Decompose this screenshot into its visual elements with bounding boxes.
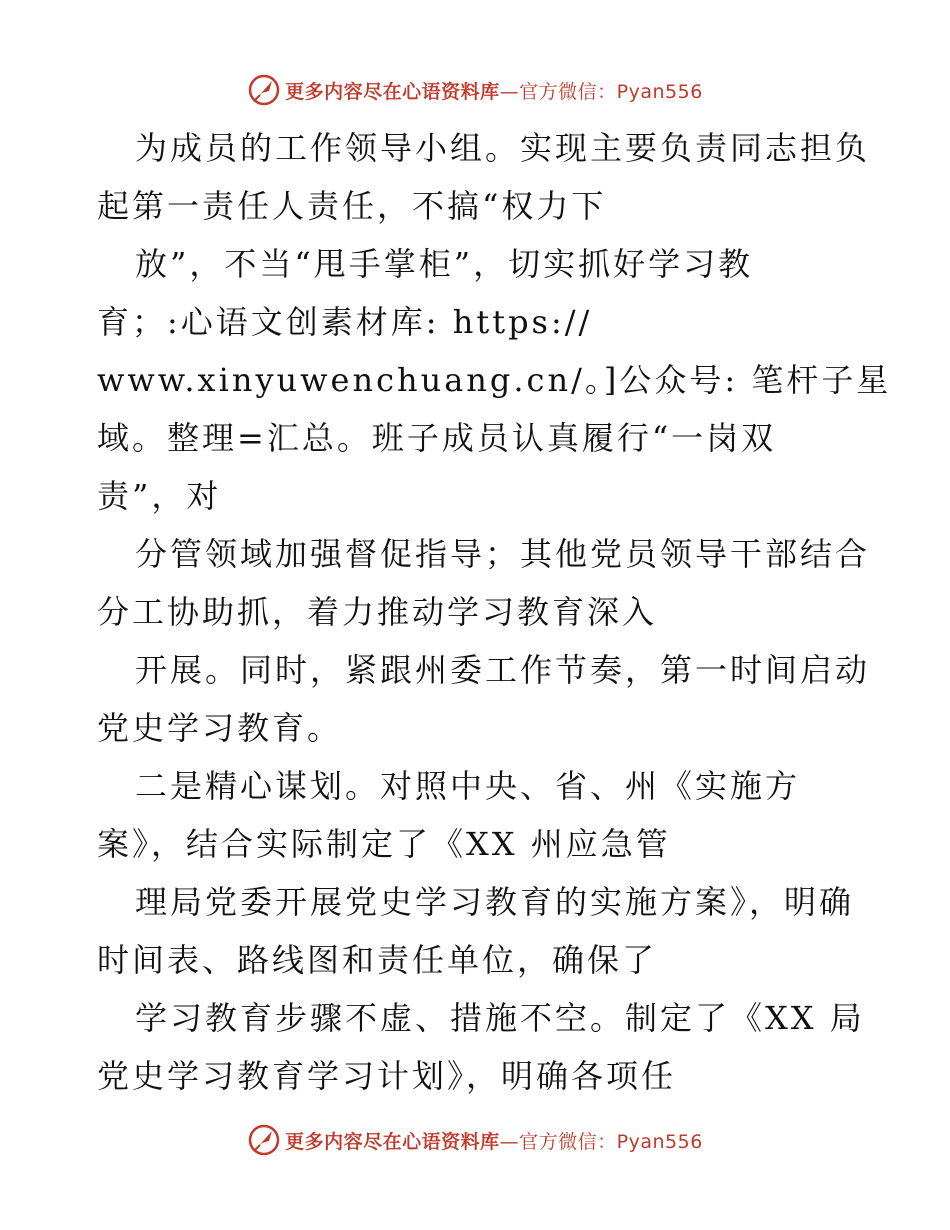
body-line: 案》，结合实际制定了《XX 州应急管 <box>97 825 671 863</box>
header-watermark <box>0 70 950 110</box>
body-line: 开展。同时，紧跟州委工作节奏，第一时间启动 <box>135 651 871 689</box>
body-line: 为成员的工作领导小组。实现主要负责同志担负 <box>135 129 871 167</box>
body-line: 党史学习教育。 <box>97 709 343 747</box>
watermark-site-text: 更多内容尽在心语资料库 <box>285 1130 500 1153</box>
body-line: 域。整理=汇总。班子成员认真履行“一岗双 <box>97 419 777 457</box>
body-line: 党史学习教育学习计划》，明确各项任 <box>97 1057 677 1095</box>
body-line: 分工协助抓，着力推动学习教育深入 <box>97 593 658 631</box>
body-line: 时间表、路线图和责任单位，确保了 <box>97 941 658 979</box>
body-line: 理局党委开展党史学习教育的实施方案》，明确 <box>135 883 855 921</box>
watermark-text <box>285 1127 703 1154</box>
body-line: www.xinyuwenchuang.cn/。]公众号: 笔杆子星 <box>97 361 892 399</box>
body-line: 学习教育步骤不虚、措施不空。制定了《XX 局 <box>135 999 865 1037</box>
watermark-separator: — <box>499 1130 520 1153</box>
watermark-wechat-text: 官方微信：Pyan556 <box>519 1130 703 1153</box>
body-line: 育；:心语文创素材库: https:// <box>97 303 593 341</box>
body-line: 责”，对 <box>97 477 222 515</box>
feather-logo-icon <box>247 1123 281 1157</box>
watermark-text <box>285 77 703 104</box>
watermark-wechat-text: 官方微信：Pyan556 <box>519 80 703 103</box>
body-line: 分管领域加强督促指导；其他党员领导干部结合 <box>135 535 871 573</box>
body-line: 二是精心谋划。对照中央、省、州《实施方 <box>135 767 801 805</box>
feather-logo-icon <box>247 73 281 107</box>
watermark-site-text: 更多内容尽在心语资料库 <box>285 80 500 103</box>
footer-watermark <box>0 1120 950 1160</box>
body-line: 放”，不当“甩手掌柜”，切实抓好学习教 <box>135 245 754 283</box>
body-line: 起第一责任人责任，不搞“权力下 <box>97 187 607 225</box>
watermark-separator: — <box>499 80 520 103</box>
